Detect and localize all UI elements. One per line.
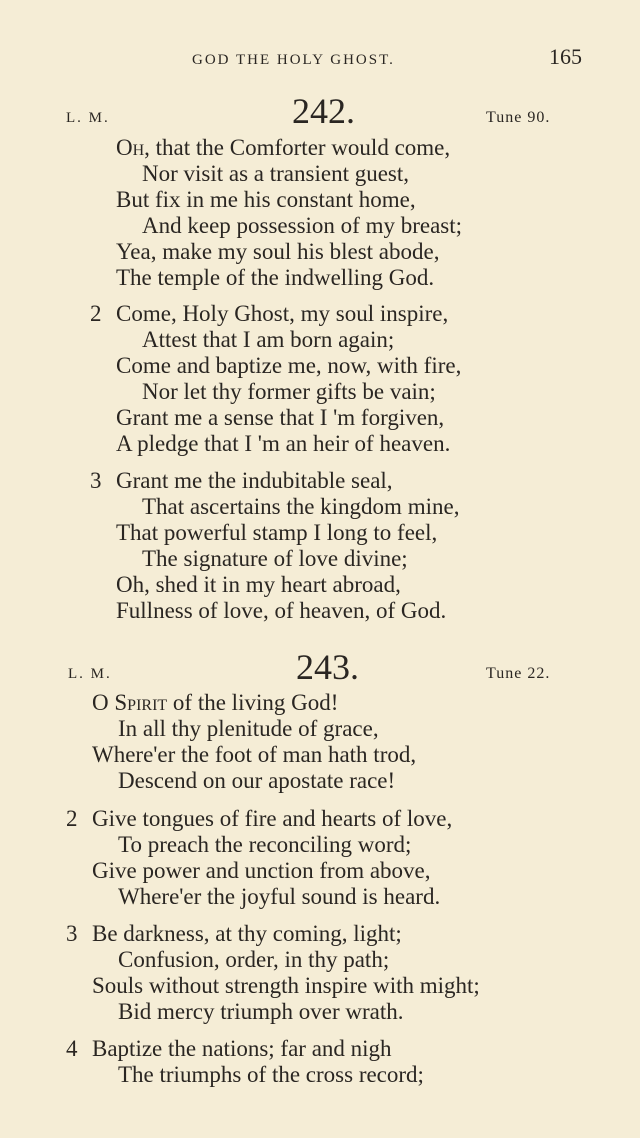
verse-line: Where'er the foot of man hath trod, (92, 742, 417, 767)
hymn-meter: L. M. (66, 110, 110, 126)
verse-line: Descend on our apostate race! (118, 768, 396, 793)
verse-line: Souls without strength inspire with might; (92, 973, 480, 998)
stanza-number: 3 (90, 468, 102, 493)
stanza-number: 2 (66, 806, 78, 831)
verse-line: And keep possession of my breast; (142, 213, 463, 238)
verse-line: Baptize the nations; far and nigh (92, 1036, 392, 1061)
verse-line: Where'er the joyful sound is heard. (118, 884, 441, 909)
hymn-tune: Tune 90. (486, 109, 551, 126)
verse-line: Be darkness, at thy coming, light; (92, 921, 402, 946)
hymn-tune: Tune 22. (486, 665, 551, 682)
verse-line: A pledge that I 'm an heir of heaven. (116, 431, 451, 456)
verse-line: Nor visit as a transient guest, (142, 161, 410, 186)
stanza-number: 3 (66, 921, 78, 946)
verse-line: Confusion, order, in thy path; (118, 947, 390, 972)
page-number: 165 (549, 44, 582, 69)
running-title: GOD THE HOLY GHOST. (192, 52, 395, 68)
verse-line: Oh, that the Comforter would come, (116, 135, 451, 160)
hymn-meter: L. M. (68, 666, 112, 682)
verse-line: That powerful stamp I long to feel, (116, 520, 438, 545)
verse-line: In all thy plenitude of grace, (118, 716, 379, 741)
hymn-243-heading (0, 647, 640, 694)
verse-line: The temple of the indwelling God. (116, 265, 435, 290)
verse-line: Come and baptize me, now, with fire, (116, 353, 462, 378)
verse-line: Grant me the indubitable seal, (116, 468, 393, 493)
verse-line: Nor let thy former gifts be vain; (142, 379, 436, 404)
hymn-242-heading (0, 91, 640, 138)
verse-line: Oh, shed it in my heart abroad, (116, 572, 401, 597)
verse-line: Come, Holy Ghost, my soul inspire, (116, 301, 449, 326)
verse-line: Fullness of love, of heaven, of God. (116, 598, 447, 623)
verse-line: Attest that I am born again; (142, 327, 395, 352)
hymn-number: 243. (296, 647, 359, 687)
verse-line: The signature of love divine; (142, 546, 408, 571)
verse-line: Yea, make my soul his blest abode, (116, 239, 440, 264)
first-word: Spirit (114, 690, 168, 715)
verse-line: To preach the reconciling word; (118, 832, 412, 857)
verse-line: But fix in me his constant home, (116, 187, 416, 212)
verse-line: O Spirit of the living God! (92, 690, 339, 715)
running-header (0, 44, 640, 74)
verse-line: Grant me a sense that I 'm forgiven, (116, 405, 445, 430)
verse-line: Give power and unction from above, (92, 858, 431, 883)
stanza-number: 2 (90, 301, 102, 326)
verse-line: Bid mercy triumph over wrath. (118, 999, 404, 1024)
verse-line: The triumphs of the cross record; (118, 1062, 424, 1087)
stanza-number: 4 (66, 1036, 78, 1061)
hymn-number: 242. (292, 91, 355, 131)
verse-line: That ascertains the kingdom mine, (142, 494, 460, 519)
verse-line: Give tongues of fire and hearts of love, (92, 806, 453, 831)
first-word: Oh, (116, 135, 150, 160)
